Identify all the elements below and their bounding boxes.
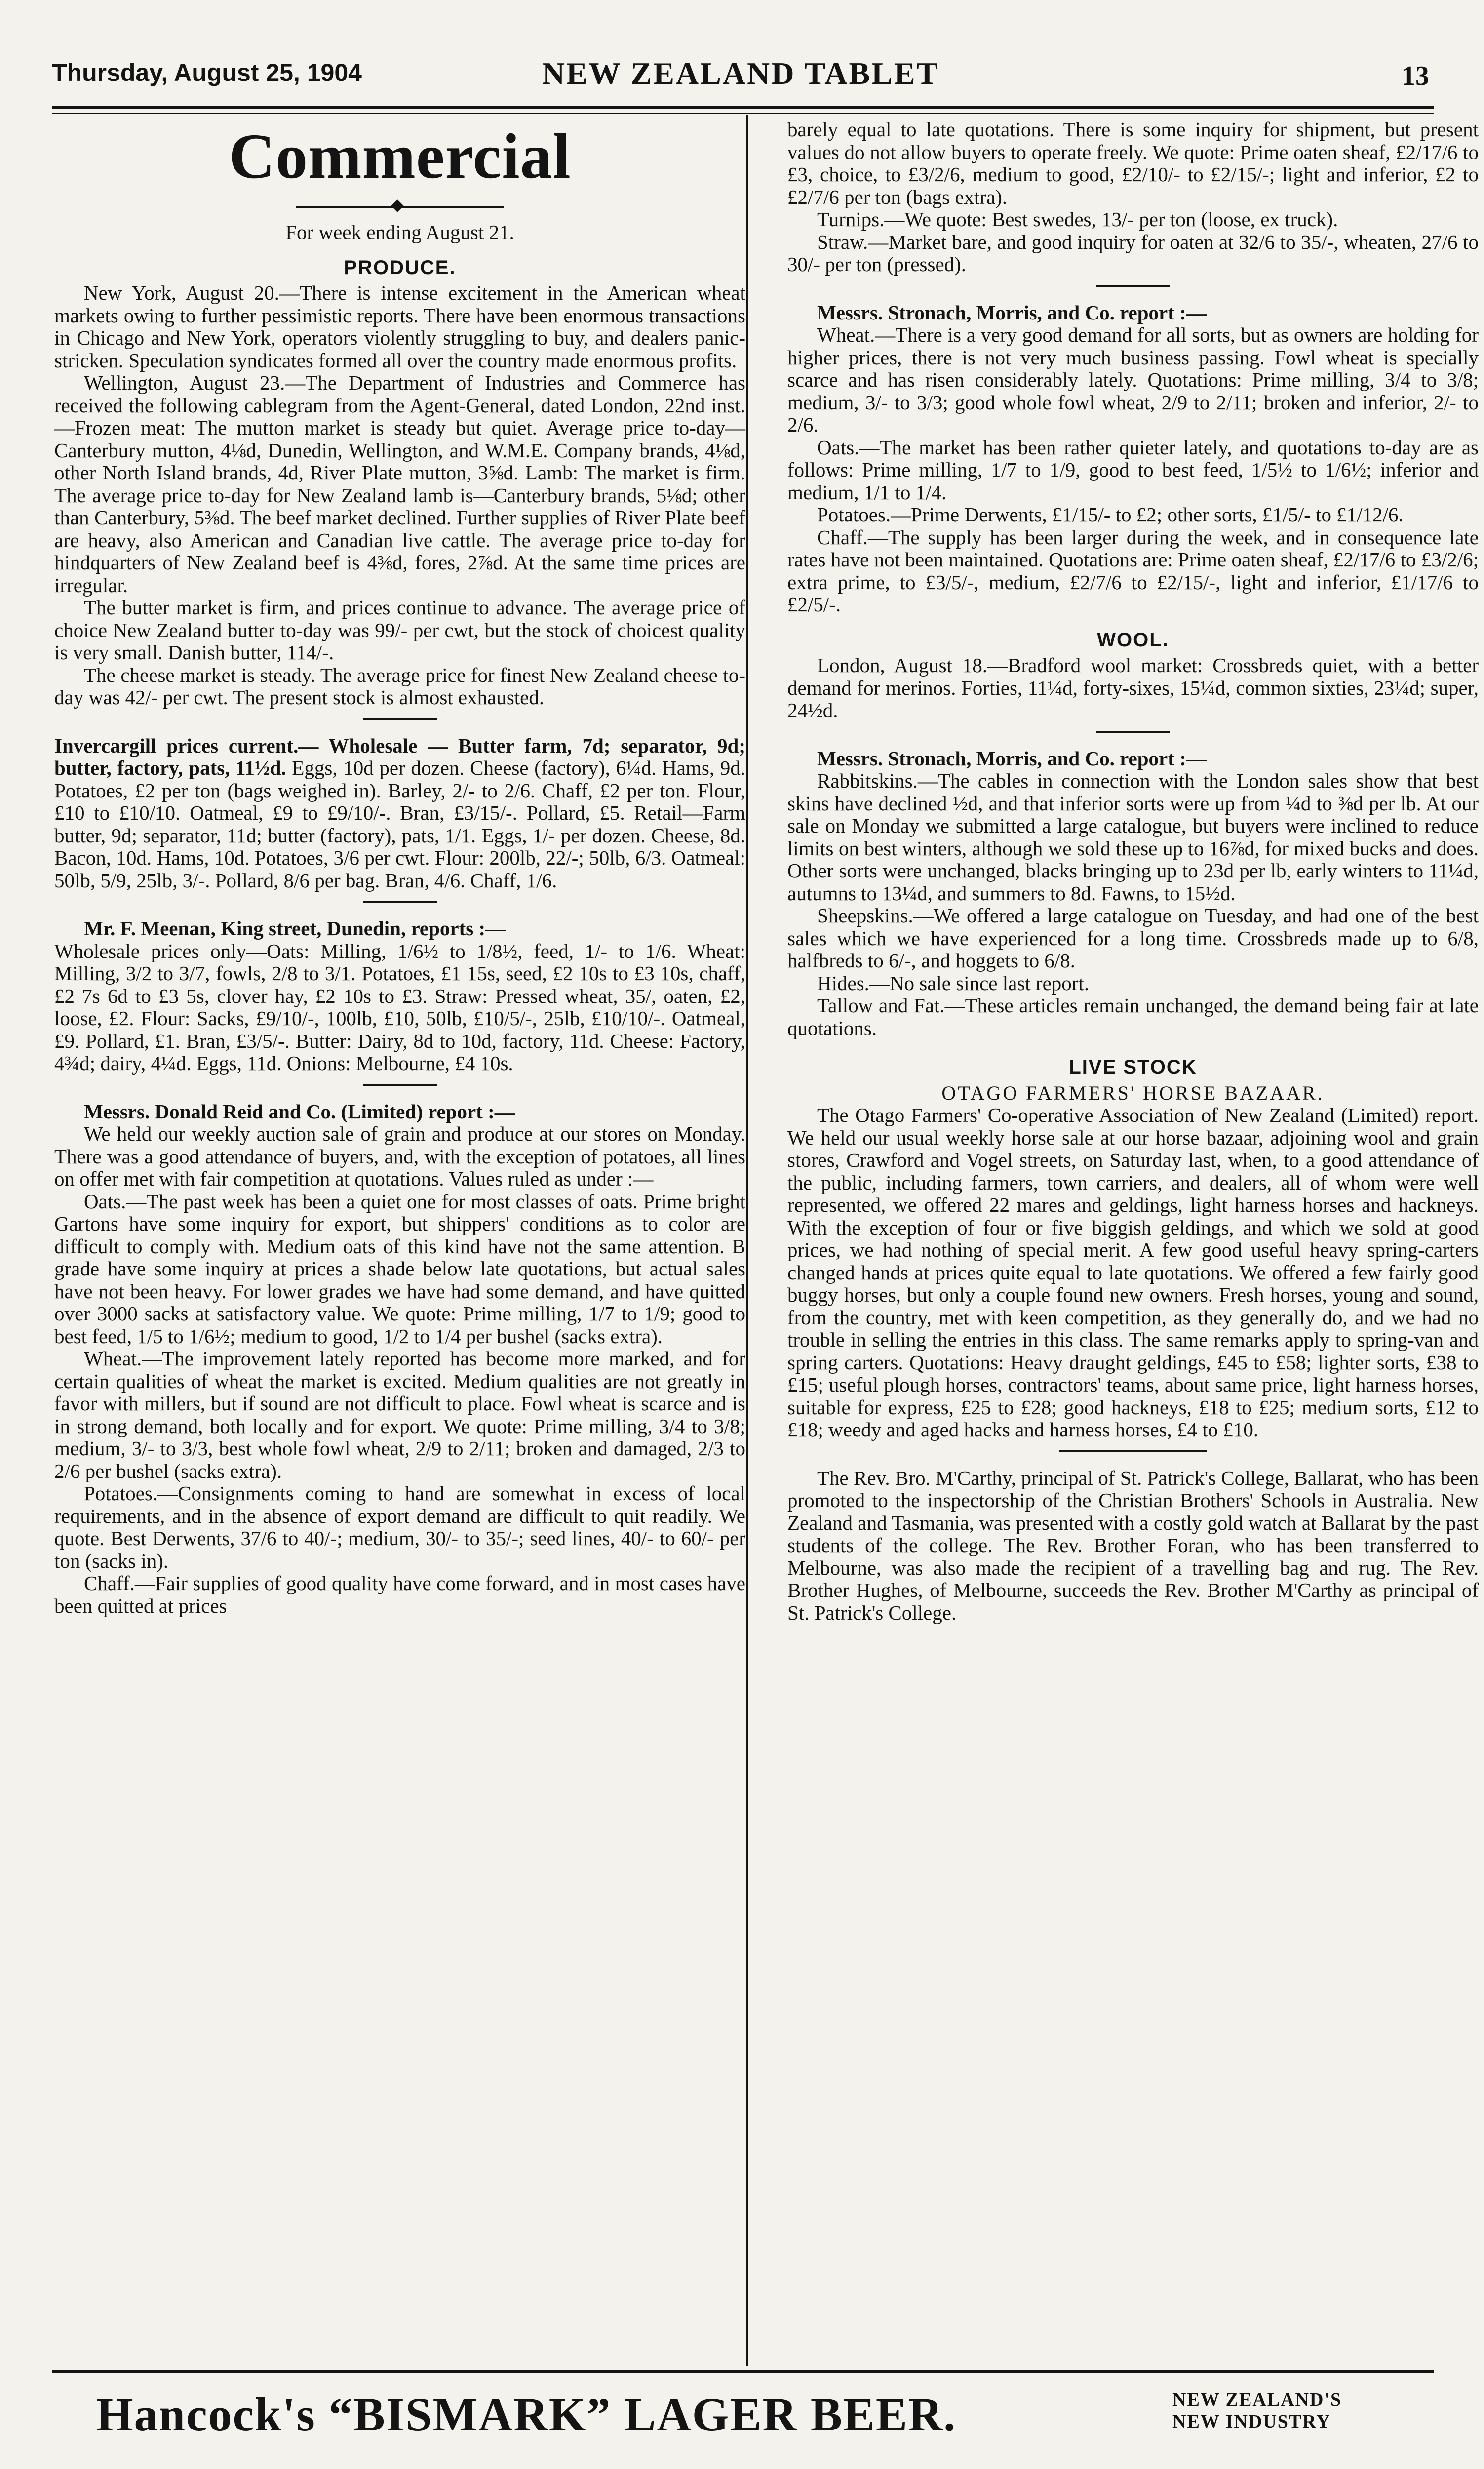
wool-paragraph: Tallow and Fat.—These articles remain unchanged, the demand being fair at late quotations. [787, 994, 1479, 1039]
produce-paragraph: Wellington, August 23.—The Department of Industries and Commerce has received the following cablegram from the Agent-General, dated London, 22nd inst. —Frozen meat: The mutton market is steady but quiet. Average price to-day—Canterbury mutton, 4⅛d, Dunedin, Wellington, and W.M.E. Company brands, 4⅛d, other North Island brands, 4d, River Plate mutton, 3⅝d. Lamb: The market is firm. The average price to-day for New Zealand lamb is—Canterbury brands, 5⅛d; other than Canterbury, 5⅜d. The beef market declined. Further supplies of River Plate beef are heavy, also American and Canadian live cattle. The average price to-day for hindquarters of New Zealand beef is 4⅜d, fores, 2⅞d. At the same time prices are irregular. [54, 371, 745, 597]
section-rule [363, 1084, 437, 1086]
reid-paragraph: We held our weekly auction sale of grain and produce at our stores on Monday. There was a good attendance of buyers, and, with the exception of potatoes, all lines on offer met with fair competition at quotations. Values ruled as under :— [54, 1122, 745, 1190]
meenan-lead: Mr. F. Meenan, King street, Dunedin, reports :— [84, 917, 506, 940]
produce-paragraph: The cheese market is steady. The average price for finest New Zealand cheese to-day was 42/- per cwt. The present stock is almost exhausted. [54, 663, 745, 709]
reverend-paragraph: The Rev. Bro. M'Carthy, principal of St. Patrick's College, Ballarat, who has been promoted to the inspectorship of the Christian Brothers' Schools in Australia. New Zealand and Tasmania, was presented with a costly gold watch at Ballarat by the past students of the college. The Rev. Brother Foran, who has been transferred to Melbourne, was also made the recipient of a travelling bag and rug. The Rev. Brother Hughes, of Melbourne, succeeds the Rev. Brother M'Carthy as principal of St. Patrick's College. [787, 1466, 1479, 1624]
stronach-paragraph: Chaff.—The supply has been larger during the week, and in consequence late rates have not been maintained. Quotations are: Prime oaten sheaf, £2/17/6 to £3/2/6; extra prime, to £3/5/-, medium, £2/7/6 to £2/15/-, light and inferior, £1/17/6 to £2/5/-. [787, 525, 1479, 616]
reid-paragraph: Oats.—The past week has been a quiet one for most classes of oats. Prime bright Gartons have some inquiry for export, but shippers' conditions as to color are difficult to comply with. Medium oats of this kind have not the same attention. B grade have some inquiry at prices a shade below late quotations, but actual sales have not been heavy. For lower grades we have had some demand, and have quitted over 3000 sacks at satisfactory value. We quote: Prime milling, 1/7 to 1/9; good to best feed, 1/5 to 1/6½; medium to good, 1/2 to 1/4 per bushel (sacks extra). [54, 1190, 745, 1348]
stronach-paragraph: Potatoes.—Prime Derwents, £1/15/- to £2; other sorts, £1/5/- to £1/12/6. [817, 503, 1404, 526]
continued-paragraph: barely equal to late quotations. There is some inquiry for shipment, but present values do not allow buyers to operate freely. We quote: Prime oaten sheaf, £2/17/6 to £3, choice, to £3/2/6, medium to good, £2/10/- to £2/15/-; light and inferior, £2 to £2/7/6 per ton (bags extra). [787, 118, 1479, 208]
invercargill-body: Eggs, 10d per dozen. Cheese (factory), 6¼d. Hams, 9d. Potatoes, £2 per ton (bags weighed in). Barley, 2/- to 2/6. Chaff, £2 per ton. Flour, £10 to £10/10. Oatmeal, £9 to £9/10/-. Bran, £3/15/-. Pollard, £5. Retail—Farm butter, 9d; separator, 11d; butter (factory), pats, 1/1. Eggs, 1/- per dozen. Cheese, 8d. Bacon, 10d. Hams, 10d. Potatoes, 3/6 per cwt. Flour: 200lb, 22/-; 50lb, 6/3. Oatmeal: 50lb, 5/9, 25lb, 3/-. Pollard, 8/6 per bag. Bran, 4/6. Chaff, 1/6. [54, 757, 745, 892]
stronach-lead: Messrs. Stronach, Morris, and Co. report :— [817, 301, 1207, 324]
invercargill-lead: Invercargill prices current.— Wholesale — Butter farm, 7d; separator, 9d; butter, factory, pats, 11½d. [54, 734, 745, 779]
column-divider [746, 115, 748, 2366]
masthead [52, 55, 1429, 100]
advertisement-footer [52, 2385, 1434, 2454]
reid-lead: Messrs. Donald Reid and Co. (Limited) report :— [84, 1100, 515, 1123]
live-stock-heading: LIVE STOCK [1069, 1056, 1197, 1078]
section-rule [1059, 1450, 1207, 1452]
section-rule [363, 718, 437, 720]
section-rule [1096, 285, 1170, 287]
produce-heading: PRODUCE. [344, 256, 456, 279]
advertisement-sidebar-line: NEW ZEALAND'S [1172, 2389, 1342, 2410]
straw-paragraph: Straw.—Market bare, and good inquiry for oaten at 32/6 to 35/-, wheaten, 27/6 to 30/- per ton (pressed). [787, 230, 1479, 276]
diamond-ornament-icon [391, 199, 403, 212]
wool-heading: WOOL. [1097, 629, 1169, 651]
wool-lead: Messrs. Stronach, Morris, and Co. report :— [817, 747, 1207, 770]
invercargill-report [54, 735, 745, 892]
stronach-paragraph: Oats.—The market has been rather quieter lately, and quotations to-day are as follows: Prime milling, 1/7 to 1/9, good to best feed, 1/5½ to 1/6½; inferior and medium, 1/1 to 1/4. [787, 436, 1479, 504]
advertisement-sidebar-line: NEW INDUSTRY [1172, 2411, 1331, 2432]
otago-bazaar-heading: OTAGO FARMERS' HORSE BAZAAR. [941, 1081, 1325, 1104]
section-rule [1096, 731, 1170, 733]
footer-rule [52, 2370, 1434, 2373]
stronach-paragraph: Wheat.—There is a very good demand for all sorts, but as owners are holding for higher prices, there is not very much business passing. Fowl wheat is specially scarce and has risen considerably lately. Quotations: Prime milling, 3/4 to 3/8; medium, 3/- to 3/3; good whole fowl wheat, 2/9 to 2/11; broken and inferior, 2/- to 2/6. [787, 323, 1479, 436]
produce-paragraph: New York, August 20.—There is intense excitement in the American wheat markets owing to further pessimistic reports. There have been enormous transactions in Chicago and New York, operators violently struggling to buy, and dealers panic-stricken. Speculation syndicates formed all over the country made enormous profits. [54, 281, 745, 372]
wool-paragraph: London, August 18.—Bradford wool market: Crossbreds quiet, with a better demand for merinos. Forties, 11¼d, forty-sixes, 15¼d, common sixties, 23¼d; super, 24½d. [787, 654, 1479, 721]
wool-paragraph: Hides.—No sale since last report. [817, 971, 1090, 995]
reid-paragraph: Potatoes.—Consignments coming to hand are somewhat in excess of local requirements, and in the absence of export demand are difficult to quit readily. We quote. Best Derwents, 37/6 to 40/-; medium, 30/- to 35/-; seed lines, 40/- to 60/- per ton (sacks in). [54, 1482, 745, 1572]
masthead-rule-thin [52, 113, 1434, 114]
live-stock-paragraph: The Otago Farmers' Co-operative Association of New Zealand (Limited) report. We held our usual weekly horse sale at our horse bazaar, adjoining wool and grain stores, Crawford and Vogel streets, on Saturday last, when, to a good attendance of the public, including farmers, town carriers, and dealers, all of whom were well represented, we offered 22 mares and geldings, light harness horses and hackneys. With the exception of four or five biggish geldings, and which we sold at good prices, we had nothing of special merit. A few good useful heavy spring-carters changed hands at prices quite equal to late quotations. We offered a few fairly good buggy horses, but only a couple found new owners. Fresh horses, young and sound, from the country, met with keen competition, as they generally do, and we had no trouble in selling the entries in this class. The same remarks apply to spring-van and spring carters. Quotations: Heavy draught geldings, £45 to £58; lighter sorts, £38 to £15; useful plough horses, contractors' teams, about same price, light harness horses, suitable for express, £25 to £28; good hackneys, £18 to £25; medium sorts, £12 to £18; weedy and aged hacks and harness horses, £4 to £10. [787, 1104, 1479, 1441]
ornament-rule [54, 199, 745, 214]
issue-date: Thursday, August 25, 1904 [52, 59, 362, 86]
right-column [787, 119, 1479, 1624]
section-rule [363, 901, 437, 903]
produce-paragraph: The butter market is firm, and prices continue to advance. The average price of choice New Zealand butter to-day was 99/- per cwt, but the stock of choicest quality is very small. Danish butter, 114/-. [54, 596, 745, 664]
newspaper-title: NEW ZEALAND TABLET [542, 56, 939, 91]
wool-paragraph: Rabbitskins.—The cables in connection with the London sales show that best skins have declined ½d, and that inferior sorts were up from ¼d to ⅜d per lb. At our sale on Monday we submitted a large catalogue, but buyers were inclined to reduce limits on best winters, although we sold these up to 16⅞d, for mixed bucks and does. Other sorts were unchanged, blacks bringing up to 23d per lb, early winters to 11¼d, autumns to 13¼d, and summers to 8d. Fawns, to 15½d. [787, 769, 1479, 905]
week-ending-line: For week ending August 21. [285, 221, 514, 243]
turnips-paragraph: Turnips.—We quote: Best swedes, 13/- per ton (loose, ex truck). [817, 208, 1338, 231]
masthead-rule [52, 106, 1434, 109]
advertisement-text: Hancock's “BISMARK” LAGER BEER. [96, 2388, 957, 2441]
reid-paragraph: Chaff.—Fair supplies of good quality have come forward, and in most cases have been quitted at prices [54, 1572, 745, 1617]
meenan-body: Wholesale prices only—Oats: Milling, 1/6½ to 1/8½, feed, 1/- to 1/6. Wheat: Milling, 3/2 to 3/7, fowls, 2/8 to 3/1. Potatoes, £1 15s, seed, £2 10s to £3 10s, chaff, £2 7s 6d to £3 5s, clover hay, £2 10s to £3. Straw: Pressed wheat, 35/, oaten, £2, loose, £2. Flour: Sacks, £9/10/-, 100lb, £10, 50lb, £10/5/-, 25lb, £10/10/-. Oatmeal, £9. Pollard, £1. Bran, £3/5/-. Butter: Dairy, 8d to 10d, factory, 11d. Cheese: Factory, 4¾d; dairy, 4¼d. Eggs, 11d. Onions: Melbourne, £4 10s. [54, 939, 745, 1075]
page-number: 13 [1402, 61, 1429, 91]
section-heading-commercial: Commercial [229, 121, 571, 192]
meenan-report [54, 917, 745, 940]
advertisement-sidebar [1172, 2389, 1342, 2432]
reid-paragraph: Wheat.—The improvement lately reported has become more marked, and for certain qualities of wheat the market is excited. Medium qualities are not greatly in favor with millers, but if sound are not difficult to place. Fowl wheat is scarce and is in strong demand, both locally and for export. We quote: Prime milling, 3/4 to 3/8; medium, 3/- to 3/3, best whole fowl wheat, 2/9 to 2/11; broken and damaged, 2/3 to 2/6 per bushel (sacks extra). [54, 1347, 745, 1482]
wool-paragraph: Sheepskins.—We offered a large catalogue on Tuesday, and had one of the best sales which we have experienced for a long time. Crossbreds made up to 6/8, halfbreds to 6/-, and hoggets to 6/8. [787, 904, 1479, 972]
left-column [54, 119, 745, 1617]
